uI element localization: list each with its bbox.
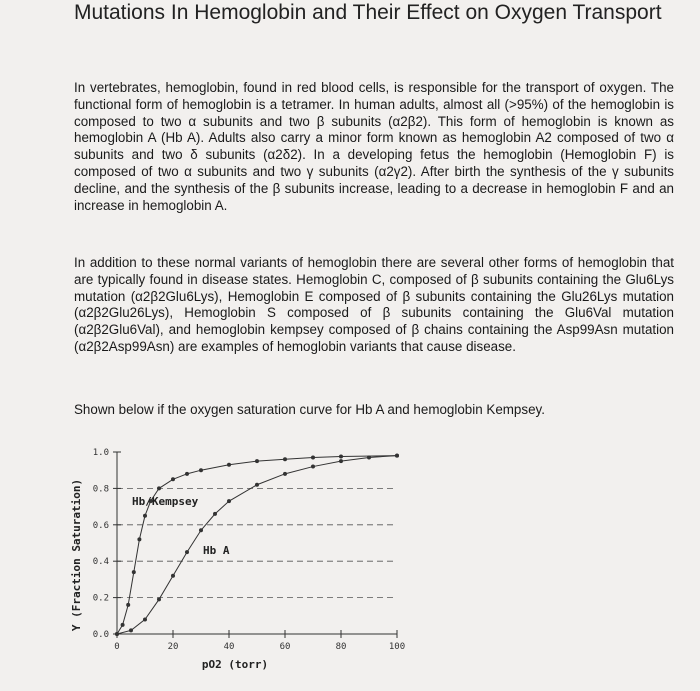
y-tick-label: 0.0 (92, 630, 109, 640)
data-point (137, 537, 141, 541)
data-point (129, 628, 133, 632)
y-tick-label: 0.4 (92, 557, 109, 568)
x-tick-label: 40 (223, 642, 235, 652)
data-point (143, 617, 147, 621)
chart-series (115, 454, 399, 636)
y-tick-label: 0.6 (92, 520, 109, 531)
page-title: Mutations In Hemoglobin and Their Effect on Oxygen Transport (74, 1, 662, 24)
series-line-kempsey (117, 456, 397, 634)
series-line-hba (117, 456, 397, 634)
data-point (255, 459, 259, 463)
data-point (255, 483, 259, 487)
data-point (157, 597, 161, 601)
chart-caption: Shown below if the oxygen saturation curve for Hb A and hemoglobin Kempsey. (74, 402, 545, 417)
x-tick-label: 60 (279, 642, 291, 652)
data-point (283, 457, 287, 461)
data-point (339, 455, 343, 459)
data-point (395, 454, 399, 458)
x-tick-label: 20 (167, 642, 179, 652)
data-point (311, 465, 315, 469)
data-point (143, 514, 147, 518)
paragraph-variants: In addition to these normal variants of hemoglobin there are several other forms of hemoglobin that are typically found in disease states. Hemoglobin C, composed of β subunits containing the Glu6Lys mutation (α2β2Glu6Lys), Hemoglobin E composed of β subunits containing the Glu26Lys mutation (α2β2Glu26Lys), Hemoglobin S composed of β subunits containing the Glu6Val mutation (α2β2Glu6Val), and hemoglobin kempsey composed of β chains containing the Asp99Asn mutation (α2β2Asp99Asn) are examples of hemoglobin variants that cause disease. (74, 255, 674, 354)
x-tick-label: 0 (114, 642, 120, 652)
paragraph-intro: In vertebrates, hemoglobin, found in red blood cells, is responsible for the transport of oxygen. The functional form of hemoglobin is a tetramer. In human adults, almost all (>95%) of the hemoglobin is composed to two α subunits and two β subunits (α2β2). This form of hemoglobin is known as hemoglobin A (Hb A). Adults also carry a minor form known as hemoglobin A2 composed of two α subunits and two δ subunits (α2δ2). In a developing fetus the hemoglobin (Hemoglobin F) is composed of two α subunits and two γ subunits (α2γ2). After birth the synthesis of the γ subunits decline, and the synthesis of the β subunits increase, leading to a decrease in hemoglobin F and an increase in hemoglobin A. (74, 80, 674, 213)
data-point (213, 512, 217, 516)
x-axis-label: pO2 (torr) (201, 658, 269, 671)
y-tick-label: 1.0 (92, 448, 109, 458)
data-point (115, 632, 119, 636)
x-tick-label: 80 (335, 642, 347, 652)
chart-axes (117, 452, 397, 634)
y-tick-label: 0.8 (92, 484, 109, 495)
data-point (185, 472, 189, 476)
data-point (199, 468, 203, 472)
y-axis-label: Y (Fraction Saturation) (70, 478, 83, 632)
data-point (367, 455, 371, 459)
data-point (132, 570, 136, 574)
x-tick-label: 100 (388, 642, 406, 652)
data-point (121, 623, 125, 627)
data-point (199, 528, 203, 532)
data-point (339, 459, 343, 463)
data-point (227, 499, 231, 503)
chart-ticks (93, 448, 405, 652)
data-point (227, 463, 231, 467)
data-point (311, 455, 315, 459)
data-point (283, 472, 287, 476)
data-point (126, 603, 130, 607)
data-point (171, 574, 175, 578)
data-point (157, 486, 161, 490)
label-hba: Hb A (203, 544, 230, 557)
label-kempsey: Hb/Kempsey (132, 495, 199, 508)
data-point (171, 477, 175, 481)
oxygen-saturation-chart (60, 440, 406, 680)
y-tick-label: 0.2 (92, 593, 109, 604)
data-point (185, 550, 189, 554)
